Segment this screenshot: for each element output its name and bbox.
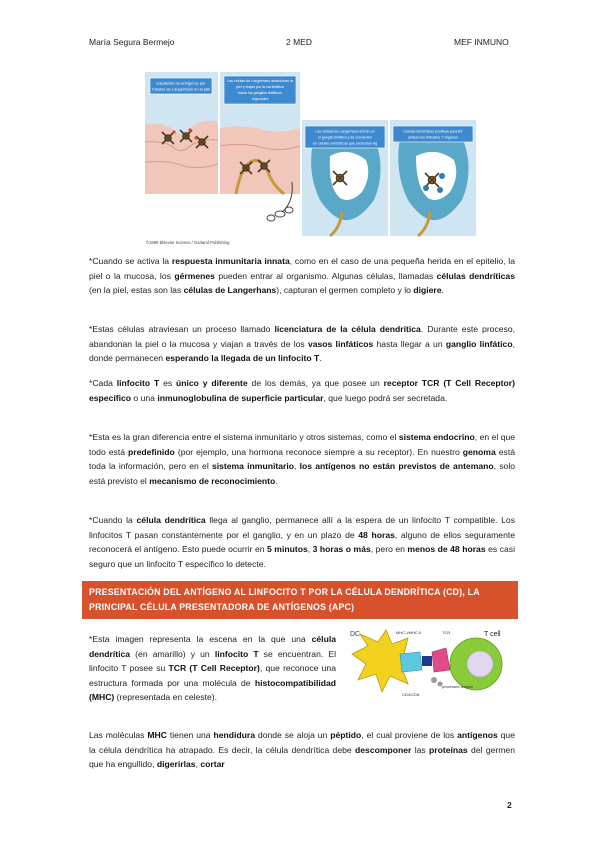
paragraph-6: *Esta imagen representa la escena en la que una célula dendrítica (en amarillo) y un linfocito T se encuentran. El linfocito T posee su TCR (T Cell Receptor), que reconoce una estructura formada por una molécula de histocompatibilidad (MHC) (representada en celeste). — [89, 634, 336, 703]
label-antigen: processed antigen — [442, 685, 474, 689]
paragraph-4: *Esta es la gran diferencia entre el sistema inmunitario y otros sistemas, como el sistema endocrino, en el que todo está predefinido (por ejemplo, una hormona reconoce siempre a su receptor). En nuestro genoma está toda la información, pero en el sistema inmunitario, los antígenos no están previstos de antemano, solo está previsto el mecanismo de reconocimiento. — [89, 432, 516, 486]
box2-line4: regionales — [251, 97, 269, 101]
header-subject: MEF INMUNO — [454, 37, 509, 47]
paragraph-7: Las moléculas MHC tienen una hendidura donde se aloja un péptido, el cual proviene de los antígenos que la célula dendrítica ha atrapado. Es decir, la célula dendrítica debe descomponer las proteínas del germen que ha engullido, digerirlas, cortar — [89, 730, 515, 770]
box4-line2: activan los linfocitos T vírgenes — [408, 135, 458, 140]
box3-line1: Las células de Langerhans entran en — [315, 129, 375, 134]
header-author: María Segura Bermejo — [89, 37, 175, 47]
box1-line2: Células de Langerhans en la piel — [151, 86, 211, 92]
box2-line2: piel y viajan por la vía linfática — [236, 85, 284, 89]
panel-lymph-migration — [220, 72, 300, 194]
box3-line3: en células dendríticas que presentan Ag — [313, 141, 377, 146]
label-tcr: TCR — [442, 630, 451, 635]
label-cd: CD4/CD8 — [402, 692, 420, 697]
box4-line1: Células dendríticas positivas para B7 — [403, 129, 463, 134]
label-mhc: MHC-I/MHC-II — [396, 630, 422, 635]
paragraph-3: *Cada linfocito T es único y diferente de los demás, ya que posee un receptor TCR (T Cell Receptor) específico o una inmunoglobulina de superficie particular, que luego podrá ser secretada. — [89, 378, 515, 403]
label-dc: DC — [350, 631, 361, 638]
paragraph-5: *Cuando la célula dendrítica llega al ganglio, permanece allí a la espera de un linfocito T compatible. Los linfocitos T pasan constantemente por el ganglio, y en un plazo de 48 horas, alguno de ellos seguramente reconocerá el antígeno. Esto puede ocurrir en 5 minutos, 3 horas o más, pero en menos de 48 horas es casi seguro que un linfocito T específico lo detecte. — [89, 515, 516, 569]
panel-skin-capture — [145, 72, 218, 194]
paragraph-2: *Estas células atraviesan un proceso llamado licenciatura de la célula dendrítica. Durante este proceso, abandonan la piel o la mucosa y viajan a través de los vasos linfáticos hasta llegar a un ganglio linfático, donde permanecen esperando la llegada de un linfocito T. — [89, 324, 515, 364]
label-tcell: T cell — [484, 631, 501, 638]
panel-lymph-node-entry — [302, 120, 388, 236]
paragraph-1: *Cuando se activa la respuesta inmunitaria innata, como en el caso de una pequeña herida en el epitelio, la piel o la mucosa, los gérmenes pueden entrar al organismo. Algunas células, llamadas células dendríticas (en la piel, estas son las células de Langerhans), capturan el germen completo y lo digiere. — [89, 256, 515, 296]
panel-t-cell-activation — [390, 120, 476, 236]
box2-line3: hasta los ganglios linfáticos — [238, 91, 282, 95]
box2-line1: Las células de Langerhans abandonan la — [227, 79, 293, 83]
header-course: 2 MED — [286, 37, 312, 47]
box1-line1: Captación de antígenos por — [156, 80, 206, 86]
figure1-copyright: ©1999 Elsevier Science / Garland Publishing — [146, 240, 230, 245]
langerhans-migration-figure — [144, 72, 478, 250]
box3-line2: el ganglio linfático y se convierten — [318, 135, 372, 140]
page-number: 2 — [507, 800, 512, 810]
dc-tcell-figure — [346, 624, 518, 700]
section-title: PRESENTACIÓN DEL ANTÍGENO AL LINFOCITO T POR LA CÉLULA DENDRÍTICA (CD), LA PRINCIPAL CÉLULA PRESENTADORA DE ANTÍGENOS (APC) — [89, 587, 480, 612]
